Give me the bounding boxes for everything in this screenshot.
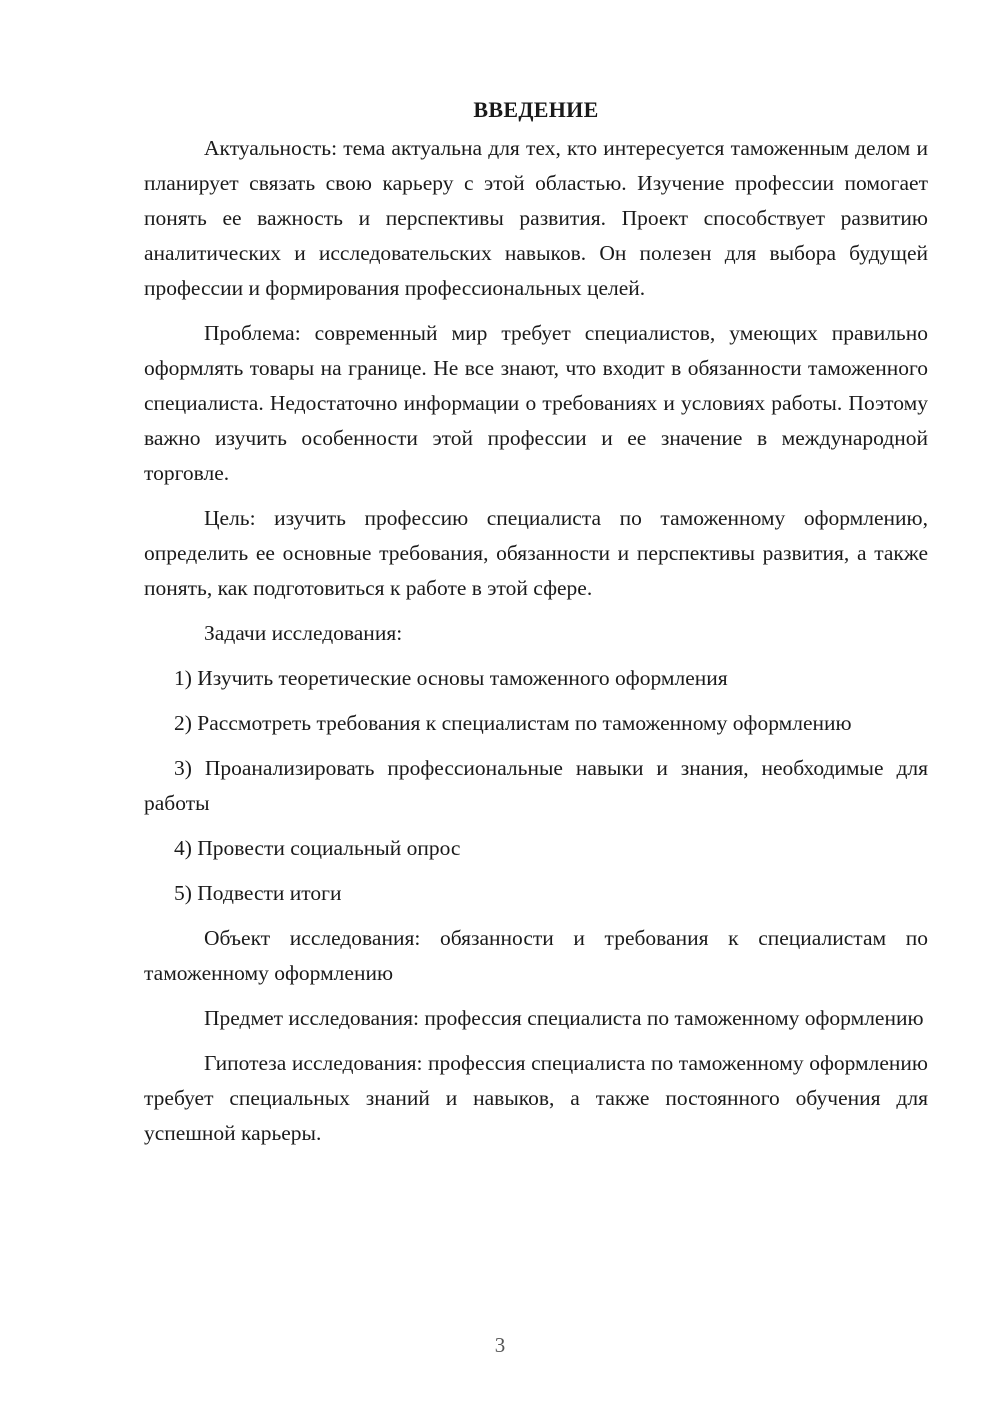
- problem-paragraph: Проблема: современный мир требует специалистов, умеющих правильно оформлять товары на границе. Не все знают, что входит в обязанности таможенного специалиста. Недостаточно информации о требованиях и условиях работы. Поэтому важно изучить особенности этой профессии и ее значение в международной торговле.: [144, 321, 928, 485]
- page-number: 3: [494, 1333, 506, 1357]
- task-item-4: 4) Провести социальный опрос: [174, 836, 461, 860]
- task-item-5: 5) Подвести итоги: [174, 881, 342, 905]
- task-item-3: 3) Проанализировать профессиональные навыки и знания, необходимые для работы: [144, 756, 928, 815]
- task-item-2: 2) Рассмотреть требования к специалистам по таможенному оформлению: [174, 711, 852, 735]
- task-item-1: 1) Изучить теоретические основы таможенного оформления: [174, 666, 728, 690]
- hypothesis-paragraph: Гипотеза исследования: профессия специалиста по таможенному оформлению требует специальных знаний и навыков, а также постоянного обучения для успешной карьеры.: [144, 1051, 928, 1145]
- section-title: ВВЕДЕНИЕ: [473, 97, 599, 122]
- tasks-heading: Задачи исследования:: [204, 621, 403, 645]
- document-page: [144, 92, 928, 1161]
- relevance-paragraph: Актуальность: тема актуальна для тех, кто интересуется таможенным делом и планирует связать свою карьеру с этой областью. Изучение профессии помогает понять ее важность и перспективы развития. Проект способствует развитию аналитических и исследовательских навыков. Он полезен для выбора будущей профессии и формирования профессиональных целей.: [144, 136, 928, 300]
- object-paragraph: Объект исследования: обязанности и требования к специалистам по таможенному оформлению: [144, 926, 928, 985]
- goal-paragraph: Цель: изучить профессию специалиста по таможенному оформлению, определить ее основные требования, обязанности и перспективы развития, а также понять, как подготовиться к работе в этой сфере.: [144, 506, 928, 600]
- subject-paragraph: Предмет исследования: профессия специалиста по таможенному оформлению: [204, 1006, 924, 1030]
